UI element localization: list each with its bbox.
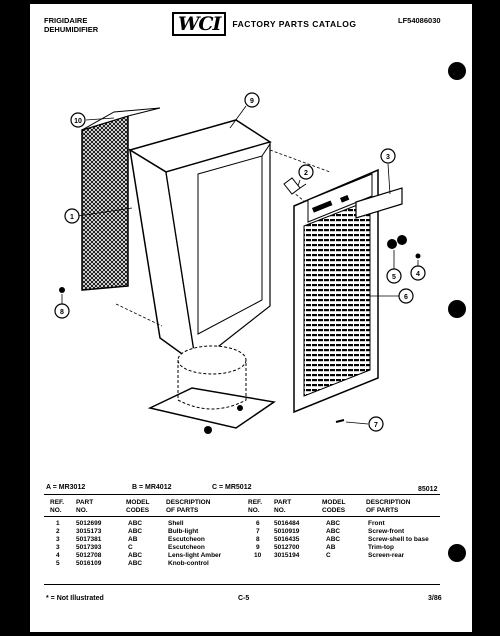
desc-cell: Front: [368, 520, 385, 527]
ref-cell: 6: [256, 520, 260, 527]
shell-screw: [59, 287, 65, 293]
desc-cell: Escutcheon: [168, 536, 205, 543]
code-cell: AB: [128, 536, 138, 543]
col-header-part: PART NO.: [76, 499, 94, 514]
ref-cell: 3: [56, 536, 60, 543]
model-c: C = MR5012: [212, 484, 252, 491]
part-cell: 5012699: [76, 520, 102, 527]
control-knobs: [387, 235, 421, 259]
callout-label: 2: [304, 170, 308, 177]
model-b: B = MR4012: [132, 484, 172, 491]
part-cell: 5012708: [76, 552, 102, 559]
desc-cell: Escutcheon: [168, 544, 205, 551]
callout-label: 4: [416, 271, 420, 278]
code-cell: ABC: [326, 520, 341, 527]
code-cell: ABC: [128, 552, 143, 559]
callout-label: 10: [74, 118, 82, 125]
revision-date: 3/86: [428, 595, 442, 602]
binder-hole-middle: [448, 300, 466, 318]
page-number: C-5: [238, 595, 250, 602]
callout-label: 1: [70, 214, 74, 221]
table-header-rule: [44, 516, 440, 517]
binder-hole-bottom: [448, 544, 466, 562]
desc-cell: Screw-front: [368, 528, 405, 535]
code-cell: ABC: [128, 520, 143, 527]
callout-label: 6: [404, 294, 408, 301]
binder-hole-top: [448, 62, 466, 80]
ref-cell: 1: [56, 520, 60, 527]
code-cell: C: [128, 544, 133, 551]
footer-note: * = Not Illustrated: [46, 595, 104, 602]
table-bottom-rule: [44, 584, 440, 585]
desc-cell: Screw-shell to base: [368, 536, 429, 543]
part-cell: 5016484: [274, 520, 300, 527]
ref-cell: 3: [56, 544, 60, 551]
col-header-model-right: MODEL CODES: [322, 499, 346, 514]
callout-3: [381, 149, 395, 194]
catalog-number: LF54086030: [398, 16, 441, 25]
callout-label: 3: [386, 154, 390, 161]
part-cell: 3015173: [76, 528, 102, 535]
ref-cell: 8: [256, 536, 260, 543]
code-cell: ABC: [326, 528, 341, 535]
callout-label: 9: [250, 98, 254, 105]
ref-cell: 9: [256, 544, 260, 551]
brand-name: FRIGIDAIRE: [44, 16, 88, 25]
catalog-page: [30, 4, 472, 632]
ref-cell: 5: [56, 560, 60, 567]
part-cell: 5017381: [76, 536, 102, 543]
ref-cell: 4: [56, 552, 60, 559]
part-cell: 5010919: [274, 528, 300, 535]
ref-cell: 10: [254, 552, 262, 559]
part-cell: 5016435: [274, 536, 300, 543]
callout-5: [387, 250, 401, 283]
front-screw: [336, 420, 344, 422]
part-cell: 5016109: [76, 560, 102, 567]
compressor-base: [150, 346, 274, 434]
cabinet-shell: [130, 120, 270, 364]
code-cell: ABC: [326, 536, 341, 543]
callout-label: 5: [392, 274, 396, 281]
callout-4: [411, 260, 425, 280]
col-header-model: MODEL CODES: [126, 499, 150, 514]
callout-2: [298, 165, 313, 186]
col-header-part-right: PART NO.: [274, 499, 292, 514]
part-cell: 5012700: [274, 544, 300, 551]
code-cell: ABC: [128, 528, 143, 535]
exploded-parts-diagram: [30, 4, 472, 474]
desc-cell: Lens-light Amber: [168, 552, 222, 559]
desc-cell: Trim-top: [368, 544, 394, 551]
desc-cell: Knob-control: [168, 560, 209, 567]
code-cell: ABC: [128, 560, 143, 567]
callout-7: [346, 417, 383, 431]
col-header-desc: DESCRIPTION OF PARTS: [166, 499, 211, 514]
code-cell: C: [326, 552, 331, 559]
wci-logo: WCI: [172, 12, 226, 36]
callout-8: [55, 294, 69, 318]
table-top-rule: [44, 494, 440, 495]
callout-label: 7: [374, 422, 378, 429]
desc-cell: Screen-rear: [368, 552, 405, 559]
col-header-ref-right: REF. NO.: [248, 499, 263, 514]
model-code: 85012: [418, 486, 438, 493]
desc-cell: Shell: [168, 520, 184, 527]
catalog-title: FACTORY PARTS CATALOG: [232, 19, 357, 29]
col-header-ref: REF. NO.: [50, 499, 65, 514]
code-cell: AB: [326, 544, 336, 551]
ref-cell: 2: [56, 528, 60, 535]
product-name: DEHUMIDIFIER: [44, 25, 99, 34]
bulb-light: [284, 178, 306, 194]
model-a: A = MR3012: [46, 484, 86, 491]
part-cell: 5017393: [76, 544, 102, 551]
callout-label: 8: [60, 309, 64, 316]
col-header-desc-right: DESCRIPTION OF PARTS: [366, 499, 411, 514]
desc-cell: Bulb-light: [168, 528, 199, 535]
part-cell: 3015194: [274, 552, 300, 559]
ref-cell: 7: [256, 528, 260, 535]
